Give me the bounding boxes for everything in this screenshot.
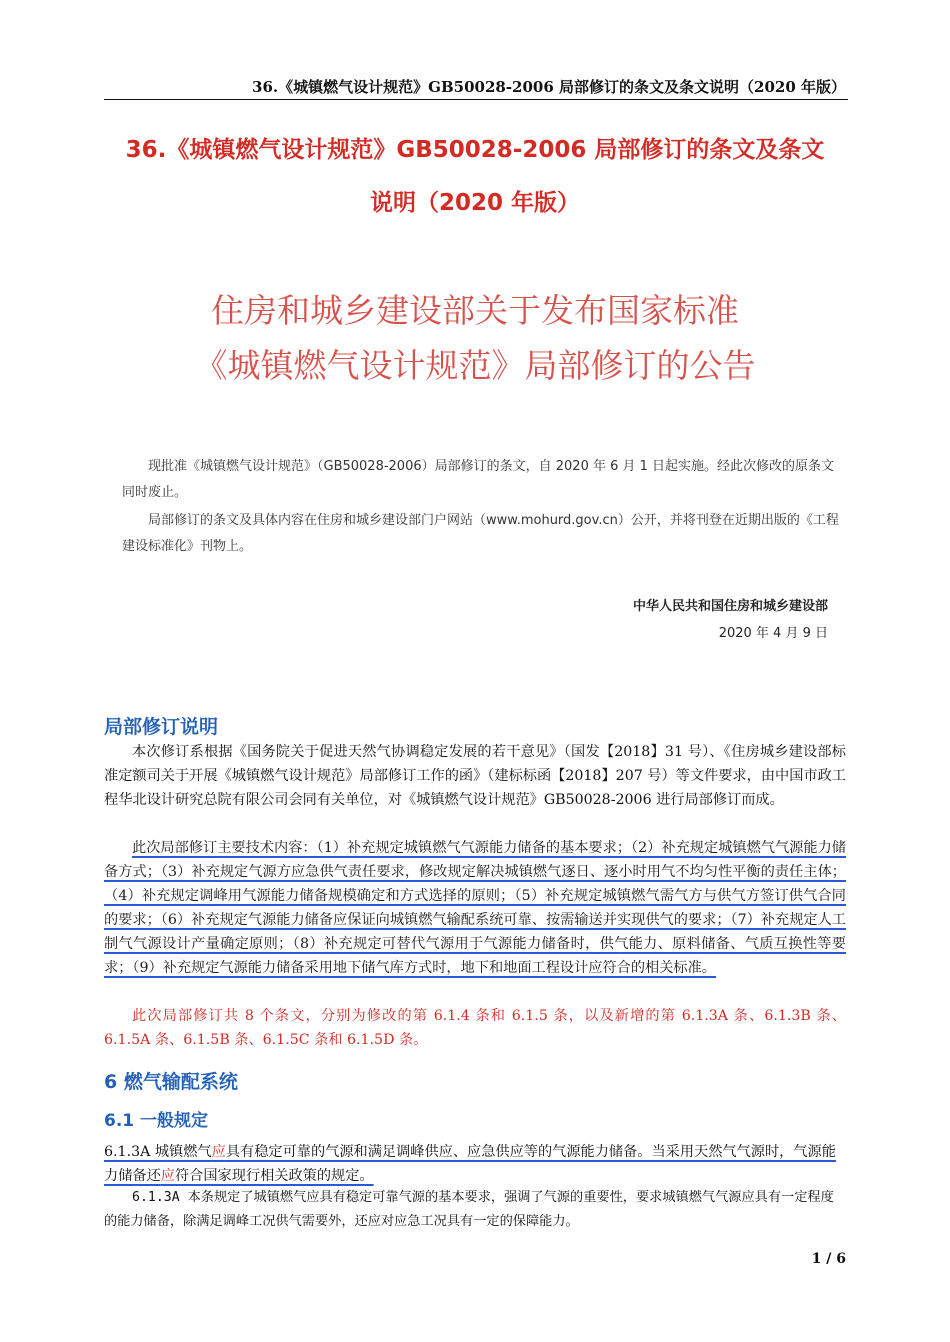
notice-signature: 中华人民共和国住房和城乡建设部 <box>632 599 828 614</box>
revision-technical-content <box>104 836 846 980</box>
notice-date: 2020 年 4 月 9 日 <box>718 626 828 641</box>
notice-paragraph-2 <box>122 508 840 560</box>
revision-technical-content-text: 此次局部修订主要技术内容：（1）补充规定城镇燃气气源能力储备的基本要求；（2）补充规定城镇燃气气源能力储备方式；（3）补充规定气源方应急供气责任要求，修改规定解决城镇燃气逐日、逐小时用气不均匀性平衡的责任主体；（4）补充规定调峰用气源能力储备规模确定和方式选择的原则；（5）补充规定城镇燃气需气方与供气方签订供气合同的要求；（6）补充规定气源能力储备应保证向城镇燃气输配系统可靠、按需输送并实现供气的要求；（7）补充规定人工制气气源设计产量确定原则；（8）补充规定可替代气源用于气源能力储备时，供气能力、原料储备、气质互换性等要求；（9）补充规定气源能力储备采用地下储气库方式时，地下和地面工程设计应符合的相关标准。 <box>104 840 846 976</box>
revision-clause-count-text: 此次局部修订共 8 个条文，分别为修改的第 6.1.4 条和 6.1.5 条，以及新增的第 6.1.3A 条、6.1.3B 条、6.1.5A 条、6.1.5B 条、6.1.5C 条和 6.1.5D 条。 <box>104 1008 846 1048</box>
clause-6-1-3A-text <box>104 1140 846 1188</box>
document-title-line1: 36.《城镇燃气设计规范》GB50028-2006 局部修订的条文及条文 <box>125 137 825 163</box>
clause-explanation-text: 6.1.3A 本条规定了城镇燃气应具有稳定可靠气源的基本要求，强调了气源的重要性，要求城镇燃气气源应具有一定程度的能力储备，除满足调峰工况供气需要外，还应对应急工况具有一定的保障能力。 <box>104 1190 834 1229</box>
clause-modal-word-1: 应 <box>211 1144 226 1160</box>
notice-title-line2: 《城镇燃气设计规范》局部修订的公告 <box>194 346 756 385</box>
notice-paragraph-2-text: 局部修订的条文及具体内容在住房和城乡建设部门户网站（www.mohurd.gov.cn）公开，并将刊登在近期出版的《工程建设标准化》刊物上。 <box>122 513 839 554</box>
revision-heading: 局部修订说明 <box>104 716 219 738</box>
revision-intro-text: 本次修订系根据《国务院关于促进天然气协调稳定发展的若干意见》（国发【2018】31 号）、《住房城乡建设部标准定额司关于开展《城镇燃气设计规范》局部修订工作的函》（建标标函【2018】207 号）等文件要求，由中国市政工程华北设计研究总院有限公司会同有关单位，对《城镇燃气设计规范》GB50028-2006 进行局部修订而成。 <box>104 744 846 808</box>
clause-text-part2: 具有稳定可靠的气源和满足调峰供应、应急供应等的气源能力储备。当采用天然气气源时，气源能力储备还 <box>104 1144 836 1184</box>
revision-clause-count <box>104 1004 846 1052</box>
page-number: 1 / 6 <box>811 1251 846 1267</box>
revision-intro <box>104 740 846 812</box>
clause-6-1-3A-explanation <box>104 1186 846 1234</box>
clause-6-1-3A <box>104 1140 846 1188</box>
header-rule <box>104 99 848 100</box>
section-heading: 6.1 一般规定 <box>104 1111 209 1131</box>
clause-text-part3: 符合国家现行相关政策的规定。 <box>174 1168 374 1184</box>
chapter-heading: 6 燃气输配系统 <box>104 1071 238 1093</box>
clause-text-part1: 6.1.3A 城镇燃气 <box>104 1144 212 1160</box>
clause-modal-word-2: 应 <box>160 1168 175 1184</box>
notice-title-line1: 住房和城乡建设部关于发布国家标准 <box>211 291 739 330</box>
notice-paragraph-1-text: 现批准《城镇燃气设计规范》（GB50028-2006）局部修订的条文，自 2020 年 6 月 1 日起实施。经此次修改的原条文同时废止。 <box>122 459 835 500</box>
notice-paragraph-1 <box>122 454 840 506</box>
document-title-line2: 说明（2020 年版） <box>369 190 581 216</box>
running-header: 36.《城镇燃气设计规范》GB50028-2006 局部修订的条文及条文说明（2020 年版） <box>252 78 846 96</box>
